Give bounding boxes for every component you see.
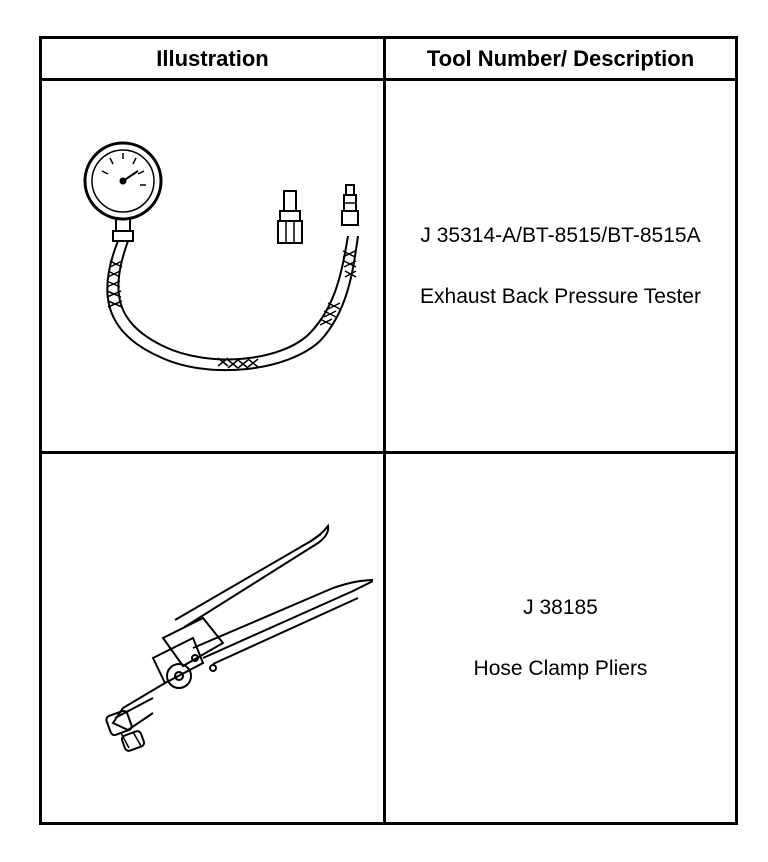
illustration-header: Illustration: [41, 38, 385, 80]
tool-number: J 35314-A/BT-8515/BT-8515A: [420, 224, 701, 247]
tool-description-header: Tool Number/ Description: [385, 38, 737, 80]
tool-number: J 38185: [523, 596, 598, 619]
table-row: [41, 80, 737, 453]
tool-description: Exhaust Back Pressure Tester: [420, 285, 701, 308]
header-row: [41, 38, 737, 80]
tool-description-cell: [385, 453, 737, 824]
table-row: [41, 453, 737, 824]
tool-description: Hose Clamp Pliers: [473, 657, 648, 680]
special-tools-table: [39, 36, 738, 825]
illustration-cell: [41, 453, 385, 824]
exhaust-back-pressure-tester-icon: [58, 141, 368, 391]
illustration-cell: [41, 80, 385, 453]
hose-clamp-pliers-icon: [53, 508, 373, 768]
tool-description-cell: [385, 80, 737, 453]
